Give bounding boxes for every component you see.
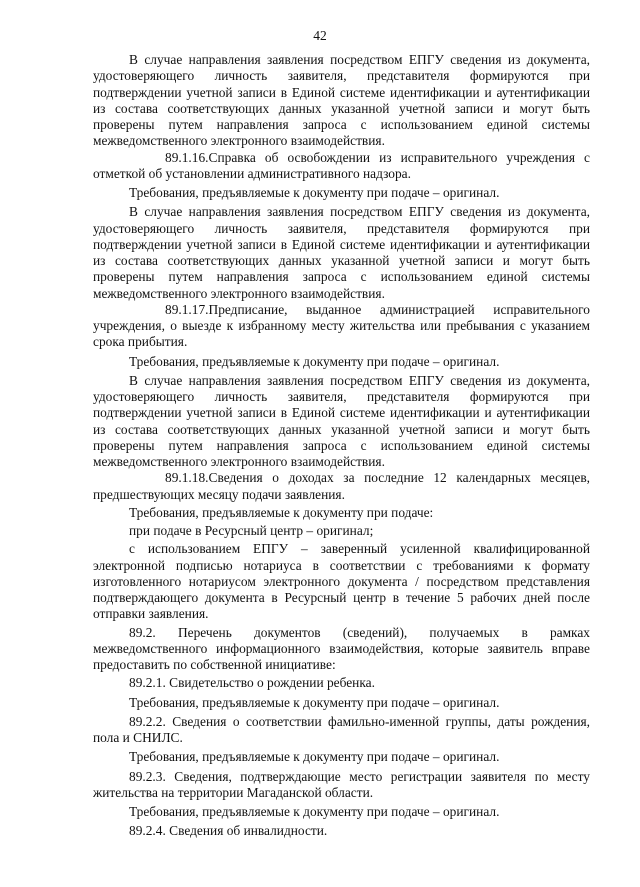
paragraph: [93, 505, 590, 521]
paragraph-text: В случае направления заявления посредством ЕПГУ сведения из документа, удостоверяющего личность заявителя, представителя формируются при подтверждении учетной записи в Единой системе идентификации и аутентификации из состава соответствующих данных указанной учетной записи и могут быть проверены путем направления запроса с использованием единой системы межведомственного электронного взаимодействия.: [93, 204, 590, 301]
paragraph-text: Требования, предъявляемые к документу при подаче – оригинал.: [129, 804, 500, 819]
clause-number: 89.1.16.: [165, 149, 209, 165]
paragraph: [93, 804, 590, 820]
paragraph: [93, 150, 590, 183]
paragraph: [93, 373, 590, 471]
paragraph-text: Требования, предъявляемые к документу при подаче – оригинал.: [129, 749, 500, 765]
paragraph: [93, 625, 590, 674]
paragraph-text: 89.2.4. Сведения об инвалидности.: [129, 823, 328, 839]
paragraph: [93, 185, 590, 201]
paragraph: [93, 769, 590, 802]
paragraph-text: 89.2.3. Сведения, подтверждающие место регистрации заявителя по месту жительства на территории Магаданской области.: [93, 768, 590, 800]
paragraph: [93, 523, 590, 539]
page-number: 42: [313, 28, 327, 43]
paragraph-text: Требования, предъявляемые к документу при подаче – оригинал.: [129, 694, 500, 710]
paragraph: [93, 823, 590, 839]
paragraph: [93, 695, 590, 711]
paragraph-text: Требования, предъявляемые к документу при подаче – оригинал.: [129, 185, 500, 200]
document-body: [93, 52, 590, 840]
paragraph-text: Предписание, выданное администрацией исправительного учреждения, о выезде к избранному месту жительства или пребывания с указанием срока прибытия.: [93, 301, 590, 350]
paragraph: [93, 204, 590, 302]
paragraph: [93, 541, 590, 622]
paragraph-text: 89.2.2. Сведения о соответствии фамильно-именной группы, даты рождения, пола и СНИЛС.: [93, 713, 590, 745]
paragraph: [93, 354, 590, 370]
paragraph: [93, 302, 590, 351]
paragraph-text: 89.2. Перечень документов (сведений), получаемых в рамках межведомственного информационного взаимодействия, которые заявитель вправе предоставить по собственной инициативе:: [93, 624, 590, 672]
paragraph: [93, 52, 590, 150]
paragraph-text: с использованием ЕПГУ – заверенный усиленной квалифицированной электронной подписью нотариуса в соответствии с требованиями к формату изготовленного нотариусом электронного документа / посредством представления подтверждающего документа в Ресурсный центр в течение 5 рабочих дней после отправки заявления.: [93, 541, 590, 622]
paragraph-text: при подаче в Ресурсный центр – оригинал;: [129, 523, 374, 538]
paragraph-text: Требования, предъявляемые к документу при подаче:: [129, 504, 434, 520]
paragraph-text: Сведения о доходах за последние 12 календарных месяцев, предшествующих месяцу подачи заявления.: [93, 470, 590, 502]
paragraph: [93, 749, 590, 765]
paragraph: [93, 470, 590, 503]
paragraph-text: Справка об освобождении из исправительного учреждения с отметкой об установлении административного надзора.: [93, 149, 590, 181]
clause-number: 89.1.18.: [165, 470, 209, 486]
paragraph-text: В случае направления заявления посредством ЕПГУ сведения из документа, удостоверяющего личность заявителя, представителя формируются при подтверждении учетной записи в Единой системе идентификации и аутентификации из состава соответствующих данных указанной учетной записи и могут быть проверены путем направления запроса с использованием единой системы межведомственного электронного взаимодействия.: [93, 372, 590, 469]
clause-number: 89.1.17.: [165, 301, 209, 317]
paragraph-text: 89.2.1. Свидетельство о рождении ребенка.: [129, 675, 375, 691]
paragraph-text: В случае направления заявления посредством ЕПГУ сведения из документа, удостоверяющего личность заявителя, представителя формируются при подтверждении учетной записи в Единой системе идентификации и аутентификации из состава соответствующих данных указанной учетной записи и могут быть проверены путем направления запроса с использованием единой системы межведомственного электронного взаимодействия.: [93, 52, 590, 149]
paragraph-text: Требования, предъявляемые к документу при подаче – оригинал.: [129, 353, 500, 369]
paragraph: [93, 714, 590, 747]
paragraph: [93, 675, 590, 691]
